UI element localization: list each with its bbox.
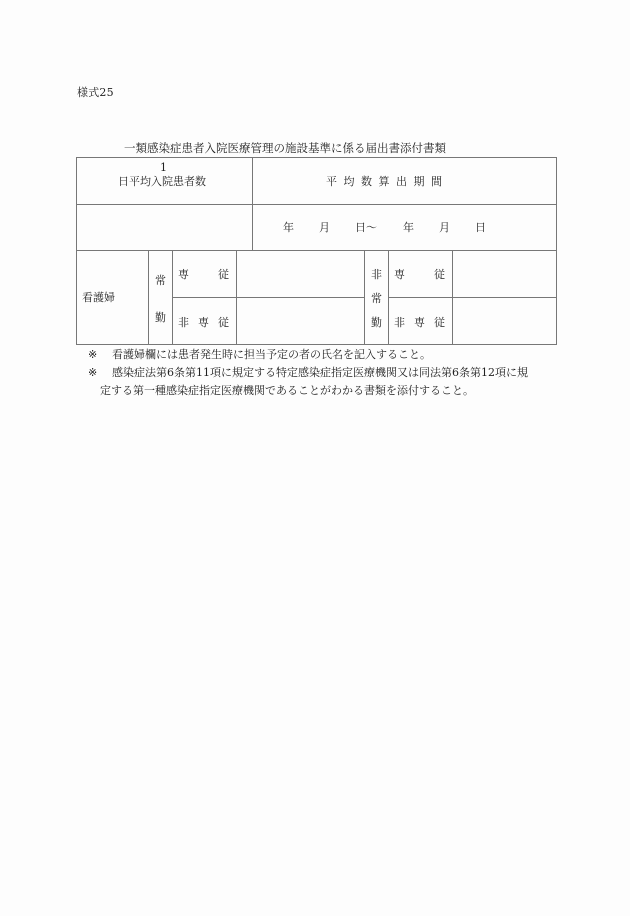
period-start-month: 月 [319, 221, 330, 234]
form-number: 様式25 [77, 86, 114, 99]
table-col-divider [148, 250, 149, 345]
document-title: 一類感染症患者入院医療管理の施設基準に係る届出書添付書類 [124, 141, 446, 155]
fulltime-dedicated-label-a: 専 [178, 268, 189, 281]
fulltime-label-bottom: 勤 [155, 311, 166, 324]
note-mark: ※ [88, 348, 98, 361]
avg-patients-header-line1: 1 [160, 161, 167, 174]
parttime-label-1: 非 [371, 268, 382, 281]
calc-period-header: 平 均 数 算 出 期 間 [326, 175, 442, 188]
fulltime-nondedicated-label-a: 非 [178, 316, 189, 329]
period-start-year: 年 [283, 221, 294, 234]
parttime-nondedicated-label-a: 非 [394, 316, 405, 329]
nurse-label: 看護婦 [82, 291, 115, 304]
table-col-divider [388, 250, 389, 345]
fulltime-nondedicated-label-b: 専 [198, 316, 209, 329]
parttime-label-3: 勤 [371, 316, 382, 329]
fulltime-dedicated-value-field[interactable] [237, 251, 364, 297]
period-end-month: 月 [439, 221, 450, 234]
parttime-dedicated-label-b: 従 [434, 268, 445, 281]
parttime-label-2: 常 [371, 292, 382, 305]
parttime-dedicated-value-field[interactable] [453, 251, 556, 297]
table-col-divider [172, 250, 173, 345]
note-text: 看護婦欄には患者発生時に担当予定の者の氏名を記入すること。 [112, 348, 431, 361]
avg-patients-value-field[interactable] [77, 205, 252, 250]
period-start-day: 日～ [355, 221, 377, 234]
table-border-left [76, 157, 77, 345]
fulltime-dedicated-label-b: 従 [218, 268, 229, 281]
period-end-day: 日 [475, 221, 486, 234]
fulltime-label-top: 常 [155, 274, 166, 287]
note-text: 感染症法第6条第11項に規定する特定感染症指定医療機関又は同法第6条第12項に規 [112, 366, 528, 379]
fulltime-nondedicated-label-c: 従 [218, 316, 229, 329]
avg-patients-header: 日平均入院患者数 [118, 175, 206, 188]
parttime-nondedicated-value-field[interactable] [453, 298, 556, 344]
note-text-continuation: 定する第一種感染症指定医療機関であることがわかる書類を添付すること。 [100, 384, 474, 397]
parttime-nondedicated-label-c: 従 [434, 316, 445, 329]
table-border-right [556, 157, 557, 345]
note-mark: ※ [88, 366, 98, 379]
fulltime-nondedicated-value-field[interactable] [237, 298, 364, 344]
parttime-nondedicated-label-b: 専 [414, 316, 425, 329]
parttime-dedicated-label-a: 専 [394, 268, 405, 281]
table-border-top [76, 157, 557, 158]
period-end-year: 年 [403, 221, 414, 234]
table-col-divider [252, 157, 253, 251]
table-col-divider [364, 250, 365, 345]
